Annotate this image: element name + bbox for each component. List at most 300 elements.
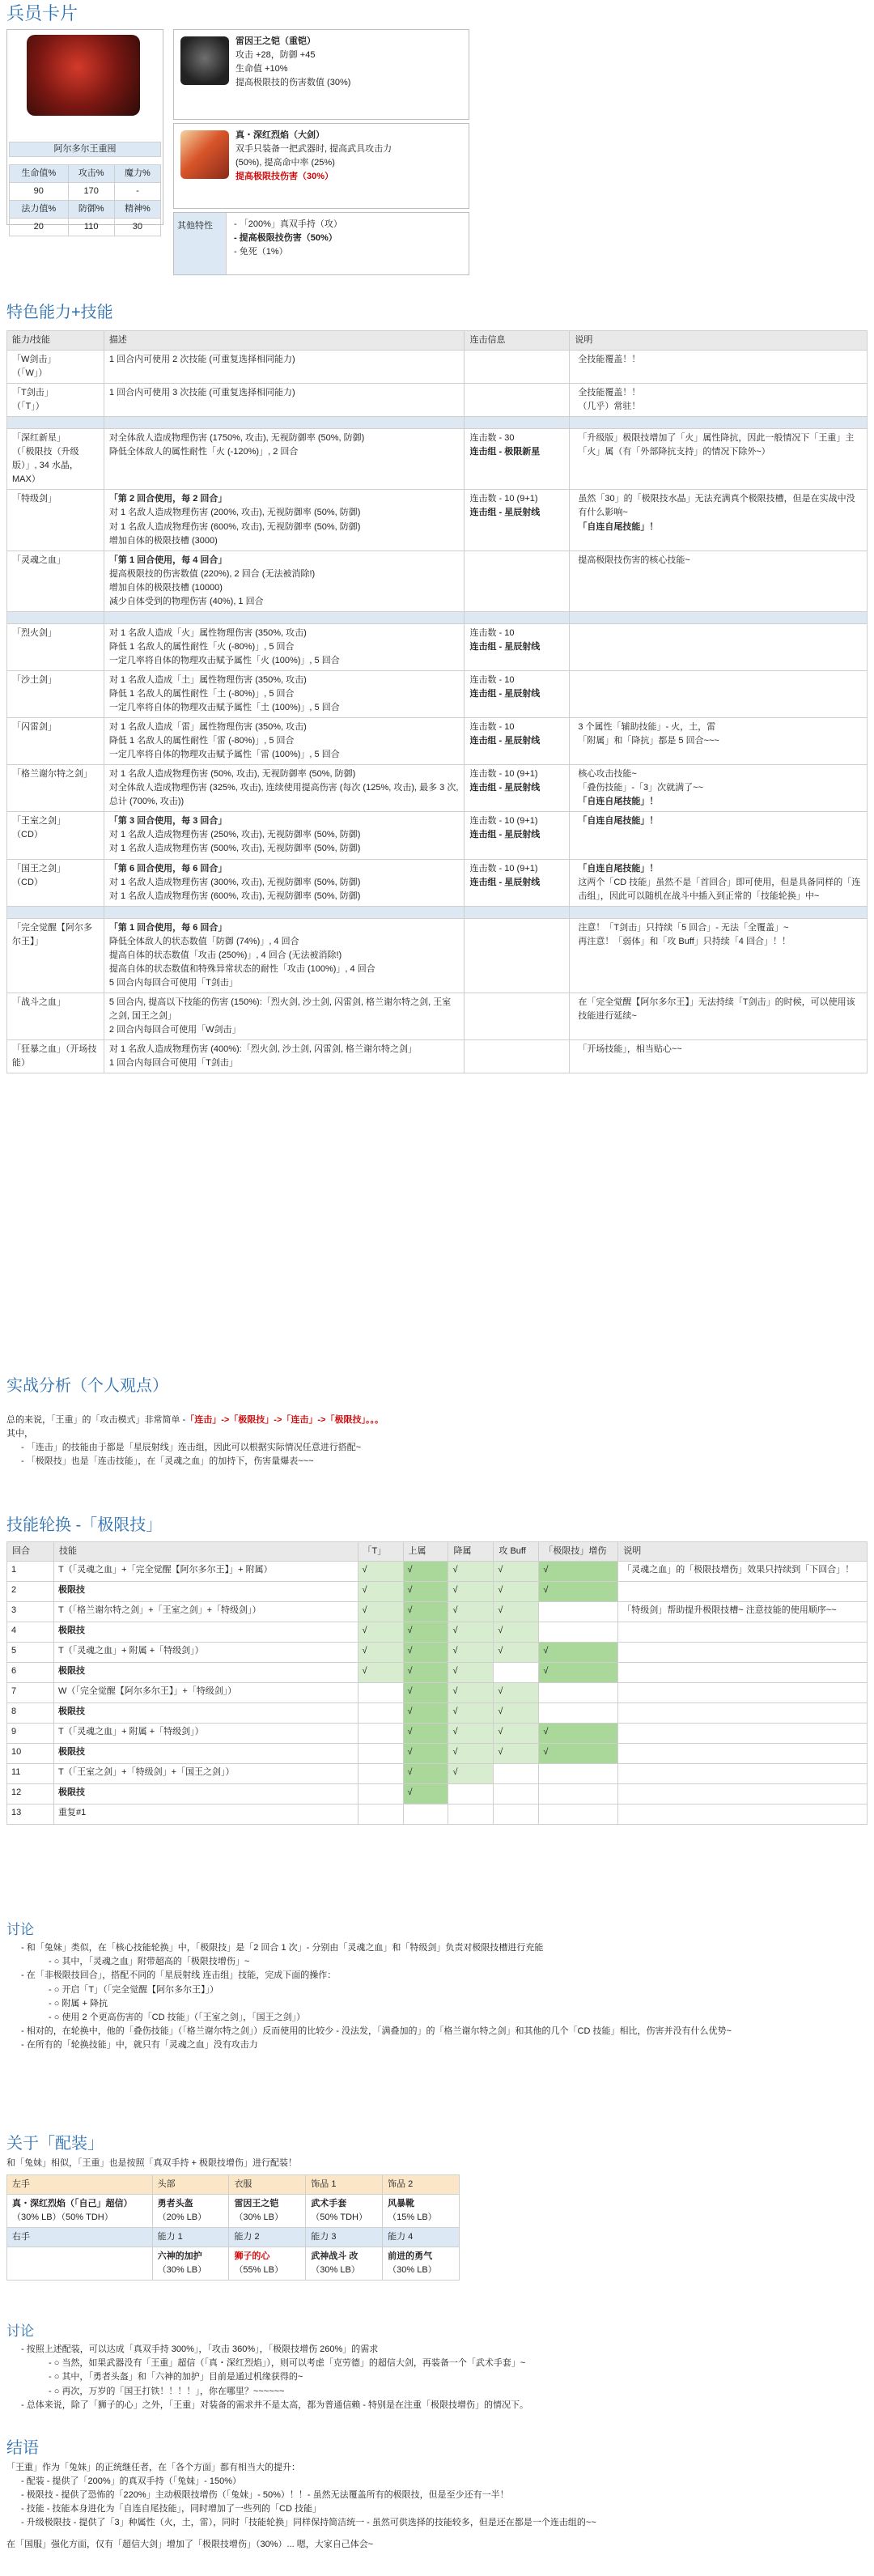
skill-combo: 连击组 - 星辰射线: [469, 877, 541, 887]
skill-name: 「沙土剑」: [12, 674, 57, 685]
rotation-row: [7, 1602, 868, 1622]
skill-desc: 一定几率将自体的物理攻击赋予属性「火 (100%)」, 5 回合: [108, 655, 340, 665]
skill-combo-cell: [465, 718, 570, 765]
skill-desc-cell: [104, 351, 465, 384]
skill-combo: 连击数 - 10 (9+1): [469, 769, 538, 780]
rotation-note: [618, 1703, 868, 1724]
skill-name: 「王室之剑」: [12, 816, 66, 827]
config-slot-label: 饰品 2: [383, 2175, 460, 2195]
skill-note: 这两个「CD 技能」虽然不是「首回合」即可使用，但是具备同样的「连击组」，因此可以随机在战斗中插入到正常的「技能轮换」中~: [578, 877, 861, 901]
stat-value: -: [114, 183, 160, 201]
rotation-turn: 5: [7, 1643, 54, 1663]
analysis-intro-flow: 「连击」->「极限技」->「连击」->「极限技」: [185, 1415, 366, 1425]
skill-desc-cell: [104, 623, 465, 670]
skill-desc: 对 1 名敌人造成物理伤害 (500%, 攻击), 无视防御率 (50%, 防御): [108, 844, 361, 854]
skill-desc: 对全体敌人造成物理伤害 (1750%, 攻击), 无视防御率 (50%, 防御): [108, 433, 365, 444]
skills-section: [6, 303, 868, 322]
rotation-note: [618, 1764, 868, 1784]
skill-name-cell: [7, 1040, 104, 1073]
skill-desc-cell: [104, 670, 465, 717]
skill-row: [7, 859, 868, 906]
equip-armor-line: 提高极限技的伤害数值 (30%): [235, 78, 351, 88]
rotation-mark: √: [403, 1784, 448, 1804]
rotation-row: [7, 1683, 868, 1703]
skill-combo-cell: [465, 550, 570, 611]
config-slot-label: 能力 4: [383, 2228, 460, 2247]
skill-note: （几乎）常驻！: [578, 402, 641, 412]
skill-row: [7, 550, 868, 611]
skill-combo-cell: [465, 765, 570, 812]
rotation-body: [7, 1562, 868, 1825]
skill-name-cell: [7, 490, 104, 550]
skill-note-cell: [570, 859, 868, 906]
rotation-note: [618, 1622, 868, 1643]
equip-sword-name: 真・深红烈焰（大剑）: [235, 130, 325, 140]
discussion2-subitem: - ○ 再次，万岁的「国王打铁！！！！」，你在哪里？~~~~~~: [21, 2385, 868, 2399]
skill-row: [7, 812, 868, 859]
config-item-stat: （20% LB）: [157, 2213, 207, 2223]
rotation-mark: √: [494, 1683, 539, 1703]
skill-combo: 连击数 - 10 (9+1): [469, 863, 538, 874]
rotation-mark: √: [358, 1602, 403, 1622]
skill-desc: 2 回合内每回合可使用「W剑击」: [108, 1024, 241, 1035]
armor-icon: [180, 36, 229, 85]
rotation-mark: [539, 1804, 618, 1825]
skill-name: 「深红新星」: [12, 433, 66, 444]
skill-desc-cell: [104, 859, 465, 906]
config-item-name: 勇者头盔: [157, 2199, 193, 2209]
rotation-mark: [358, 1744, 403, 1764]
rotation-mark: √: [494, 1562, 539, 1582]
rotation-mark: [494, 1804, 539, 1825]
discussion-item: - 相对的，在轮换中，他的「叠伤技能」（「格兰谢尔特之剑」）反而使用的比较少 - 没法发，「满叠加的」的「格兰谢尔特之剑」和其他的几个「CD 技能」相比，伤害并没有什么优势~: [21, 2025, 868, 2038]
other-traits-label: 其他特性: [177, 221, 213, 231]
skill-note: 3 个属性「辅助技能」- 火，土，雷: [578, 722, 716, 733]
skill-combo-cell: [465, 351, 570, 384]
rotation-mark: √: [494, 1582, 539, 1602]
config-slot-value: [7, 2195, 153, 2228]
skill-name-cell: [7, 550, 104, 611]
rotation-table: [6, 1541, 868, 1825]
skill-row: [7, 1040, 868, 1073]
rotation-header: 攻 Buff: [494, 1542, 539, 1562]
rotation-mark: [539, 1622, 618, 1643]
discussion-subitem-text: 开启「T」（「完全觉醒【阿尔多尔王】」）: [62, 1984, 219, 1995]
config-item-stat: （30% LB）: [234, 2213, 283, 2223]
rotation-turn: 10: [7, 1744, 54, 1764]
analysis-bullet: - 「连击」的技能由于都是「星辰射线」连击组，因此可以根据实际情况任意进行搭配~: [21, 1441, 868, 1455]
skill-separator: [7, 906, 868, 918]
other-trait: - 免死（1%）: [234, 245, 464, 259]
skill-desc-cell: [104, 490, 465, 550]
config-item-name: 六神的加护: [157, 2251, 202, 2262]
rotation-mark: √: [539, 1582, 618, 1602]
other-trait: - 提高极限技伤害（50%）: [234, 232, 464, 245]
skill-name: 「特级剑」: [12, 494, 57, 504]
skill-combo: 连击组 - 星辰射线: [469, 688, 541, 699]
rotation-section: [6, 1515, 868, 1535]
skill-combo-cell: [465, 918, 570, 993]
rotation-skill: 极限技: [53, 1663, 358, 1683]
rotation-turn: 4: [7, 1622, 54, 1643]
skill-desc: 对 1 名敌人造成「土」属性物理伤害 (350%, 攻击): [108, 674, 307, 685]
skill-combo: 连击组 - 星辰射线: [469, 830, 541, 840]
config-slot-value: [152, 2247, 229, 2281]
skill-note: 「自连自尾技能」！: [578, 797, 659, 807]
rotation-skill: T（「灵魂之血」+ 附属 +「特级剑」）: [53, 1724, 358, 1744]
discussion2-subitem: - ○ 其中，「勇者头盔」和「六神的加护」目前是通过机缘获得的~: [21, 2370, 868, 2384]
skill-desc-cell: [104, 718, 465, 765]
rotation-mark: √: [403, 1622, 448, 1643]
skill-desc: 提高自体的状态数值「攻击 (250%)」, 4 回合 (无法被消除!): [108, 950, 342, 960]
stat-value: 170: [68, 183, 114, 201]
stat-header: 精神%: [114, 201, 160, 219]
skill-name: （CD）: [12, 830, 43, 840]
rotation-mark: [358, 1724, 403, 1744]
skill-combo-cell: [465, 384, 570, 417]
skill-desc: 对全体敌人造成物理伤害 (325%, 攻击), 连续使用提高伤害 (每次 (125%, 攻击), 最多 3 次, 总计 (700%, 攻击)): [108, 783, 459, 807]
rotation-mark: [358, 1703, 403, 1724]
skill-desc: 一定几率将自体的物理攻击赋予属性「土 (100%)」, 5 回合: [108, 703, 340, 713]
rotation-skill: 极限技: [53, 1622, 358, 1643]
config-slot-label: 能力 3: [306, 2228, 383, 2247]
config-item-name: 真・深红烈焰（「自己」超信）: [12, 2199, 133, 2209]
rotation-turn: 9: [7, 1724, 54, 1744]
config-item-stat: （15% LB）: [388, 2213, 437, 2223]
conclusion-item: - 极限技 - 提供了恐怖的「220%」主动极限技增伤（「兔妹」- 50%）！！- 虽然无法覆盖所有的极限技，但是至少还有一半！: [21, 2489, 868, 2502]
rotation-mark: [539, 1602, 618, 1622]
skill-desc: 减少自体受到的物理伤害 (40%), 1 回合: [108, 596, 264, 606]
skill-desc: 对 1 名敌人造成物理伤害 (600%, 攻击), 无视防御率 (50%, 防御): [108, 521, 361, 532]
rotation-mark: [494, 1784, 539, 1804]
skill-name: 「国王之剑」: [12, 863, 66, 874]
skill-name-cell: [7, 351, 104, 384]
rotation-row: [7, 1784, 868, 1804]
rotation-skill: T（「灵魂之血」+「完全觉醒【阿尔多尔王】」+ 附属）: [53, 1562, 358, 1582]
analysis-intro-b: 其中，: [6, 1429, 33, 1439]
analysis-title: 实战分析（个人观点）: [6, 1377, 168, 1395]
equip-sword-line: (50%), 提高命中率 (25%): [235, 158, 335, 168]
config-item-stat: （55% LB）: [234, 2265, 283, 2276]
discussion-subitem: - ○ 其中，「灵魂之血」附带超高的「极限技增伤」~: [21, 1955, 868, 1969]
skill-name-cell: [7, 993, 104, 1039]
skill-desc: 提高自体的状态数值和特殊异常状态的耐性「攻击 (100%)」, 4 回合: [108, 963, 375, 974]
conclusion-title: 结语: [6, 2439, 39, 2457]
skill-note-cell: [570, 765, 868, 812]
skill-note: 「自连自尾技能」！: [578, 521, 659, 532]
rotation-note: [618, 1663, 868, 1683]
skill-desc-cell: [104, 384, 465, 417]
skill-note: 「自连自尾技能」！: [578, 816, 659, 827]
rotation-mark: √: [403, 1602, 448, 1622]
skill-combo: 连击数 - 10: [469, 722, 515, 733]
skill-combo: 连击数 - 10: [469, 674, 515, 685]
rotation-row: [7, 1582, 868, 1602]
config-slot-label: 能力 1: [152, 2228, 229, 2247]
rotation-note: [618, 1582, 868, 1602]
config-slot-label: 饰品 1: [306, 2175, 383, 2195]
conclusion-item: - 配装 - 提供了「200%」的真双手持（「兔妹」- 150%）: [21, 2475, 868, 2489]
rotation-mark: √: [403, 1683, 448, 1703]
config-section: [6, 2134, 868, 2170]
skill-desc-cell: [104, 918, 465, 993]
rotation-header: 「T」: [358, 1542, 403, 1562]
skills-body: [7, 351, 868, 1073]
config-slot-value: [229, 2247, 306, 2281]
skill-note: 「叠伤技能」-「3」次就满了~~: [578, 783, 703, 793]
rotation-skill: 极限技: [53, 1784, 358, 1804]
rotation-mark: √: [494, 1724, 539, 1744]
rotation-mark: [539, 1784, 618, 1804]
skill-note: 虽然「30」的「极限技水晶」无法充满真个极限技槽，但是在实战中没有什么影响~: [578, 494, 855, 518]
conclusion-item: - 技能 - 技能本身进化为「自连自尾技能」，同时增加了一些列的「CD 技能」: [21, 2502, 868, 2516]
skill-desc-cell: [104, 765, 465, 812]
skill-note: 「自连自尾技能」！: [578, 863, 659, 874]
rotation-note: [618, 1643, 868, 1663]
rotation-turn: 13: [7, 1804, 54, 1825]
skill-name: （「W」）: [12, 368, 48, 379]
skill-combo-cell: [465, 993, 570, 1039]
unit-portrait-box: [6, 29, 163, 232]
config-item-stat: （30% LB）: [157, 2265, 207, 2276]
rotation-mark: [448, 1804, 494, 1825]
rotation-note: 「灵魂之血」的「极限技增伤」效果只持续到「下回合」！: [618, 1562, 868, 1582]
rotation-mark: √: [539, 1724, 618, 1744]
discussion-item: - 在「非极限技回合」，搭配不同的「星辰射线 连击组」技能，完成下面的操作：: [21, 1969, 868, 1983]
rotation-mark: √: [448, 1683, 494, 1703]
rotation-mark: [403, 1804, 448, 1825]
skill-name: 「狂暴之血」（开场技能）: [12, 1044, 97, 1069]
skill-desc: 「第 2 回合使用，每 2 回合」: [108, 494, 227, 504]
skill-desc: 5 回合内每回合可使用「T剑击」: [108, 977, 238, 988]
skill-row: [7, 993, 868, 1039]
skills-header: 说明: [570, 331, 868, 351]
discussion-subitem: - ○ 附属 + 降抗: [21, 1997, 868, 2011]
conclusion-section: [6, 2438, 868, 2552]
unit-stats-table: [9, 164, 161, 236]
skill-row: [7, 384, 868, 417]
rotation-row: [7, 1804, 868, 1825]
stat-header: 攻击%: [68, 165, 114, 183]
skill-note: 注意！「T剑击」只持续「5 回合」- 无法「全覆盖」~: [578, 922, 789, 933]
rotation-mark: [494, 1764, 539, 1784]
skill-name-cell: [7, 623, 104, 670]
rotation-mark: √: [403, 1703, 448, 1724]
unit-card-section: [6, 3, 868, 24]
config-slot-label: 头部: [152, 2175, 229, 2195]
rotation-mark: √: [448, 1663, 494, 1683]
rotation-mark: √: [358, 1643, 403, 1663]
skill-name: （CD）: [12, 877, 43, 887]
skill-note: 再注意！「弱体」和「攻 Buff」只持续「4 回合」！！: [578, 936, 791, 946]
skill-desc: 降低全体敌人的属性耐性「火 (-120%)」, 2 回合: [108, 447, 299, 457]
skill-desc: 对 1 名敌人造成物理伤害 (250%, 攻击), 无视防御率 (50%, 防御): [108, 830, 361, 840]
stat-header: 法力值%: [10, 201, 69, 219]
config-value-row: [7, 2247, 460, 2281]
skills-header: 描述: [104, 331, 465, 351]
skills-header: 连击信息: [465, 331, 570, 351]
skill-note: 全技能覆盖！！: [578, 355, 641, 365]
rotation-row: [7, 1724, 868, 1744]
config-header-row: [7, 2228, 460, 2247]
stat-header: 防御%: [68, 201, 114, 219]
discussion2-title: 讨论: [6, 2323, 34, 2339]
skill-combo-cell: [465, 429, 570, 490]
skill-note-cell: [570, 384, 868, 417]
skill-note-cell: [570, 918, 868, 993]
rotation-mark: √: [539, 1744, 618, 1764]
rotation-skill: 极限技: [53, 1582, 358, 1602]
config-slot-value: [383, 2195, 460, 2228]
rotation-header: 技能: [53, 1542, 358, 1562]
rotation-mark: √: [448, 1764, 494, 1784]
skill-row: [7, 490, 868, 550]
rotation-mark: √: [448, 1562, 494, 1582]
rotation-mark: [539, 1764, 618, 1784]
discussion2-section: [6, 2323, 868, 2412]
skill-combo: 连击数 - 10: [469, 627, 515, 638]
config-header-row: [7, 2175, 460, 2195]
discussion-section: [6, 1922, 868, 2052]
rotation-mark: √: [448, 1744, 494, 1764]
skill-name: 「格兰谢尔特之剑」: [12, 769, 92, 780]
skill-row: [7, 718, 868, 765]
rotation-mark: [539, 1703, 618, 1724]
equip-sword-line: 双手只装备一把武器时, 提高武具攻击力: [235, 144, 392, 155]
rotation-mark: √: [448, 1622, 494, 1643]
skill-name-cell: [7, 812, 104, 859]
rotation-mark: √: [358, 1562, 403, 1582]
other-trait: - 「200%」真双手持（攻）: [234, 218, 464, 232]
skill-name-cell: [7, 670, 104, 717]
rotation-mark: √: [448, 1582, 494, 1602]
rotation-mark: [539, 1683, 618, 1703]
analysis-intro: [6, 1413, 868, 1427]
skill-note-cell: [570, 429, 868, 490]
rotation-mark: √: [539, 1643, 618, 1663]
skill-desc: 对 1 名敌人造成物理伤害 (400%):「烈火剑, 沙土剑, 闪雷剑, 格兰谢尔特之剑」: [108, 1044, 418, 1055]
skill-note: 「升级版」极限技增加了「火」属性降抗，因此一般情况下「王重」主「火」属（有「外部降抗支持」的情况下除外~）: [578, 433, 855, 457]
config-item-stat: （30% LB）: [388, 2265, 437, 2276]
rotation-mark: √: [403, 1562, 448, 1582]
discussion2-subitem: - ○ 当然，如果武器没有「王重」超信（「真・深红烈焰」），则可以考虑「克劳德」的超信大剑，再装备一个「武术手套」~: [21, 2357, 868, 2370]
skill-note-cell: [570, 351, 868, 384]
skill-desc: 「第 3 回合使用，每 3 回合」: [108, 816, 227, 827]
equip-armor-box: [173, 29, 469, 120]
rotation-skill: 极限技: [53, 1744, 358, 1764]
skill-desc: 一定几率将自体的物理攻击赋予属性「雷 (100%)」, 5 回合: [108, 750, 340, 760]
rotation-skill: T（「王室之剑」+「特级剑」+「国王之剑」）: [53, 1764, 358, 1784]
skill-note-cell: [570, 812, 868, 859]
rotation-mark: √: [448, 1602, 494, 1622]
skill-name: 「完全觉醒【阿尔多尔王】」: [12, 922, 92, 946]
rotation-turn: 12: [7, 1784, 54, 1804]
rotation-mark: √: [403, 1744, 448, 1764]
discussion-title: 讨论: [6, 1922, 34, 1937]
skill-name-cell: [7, 384, 104, 417]
rotation-mark: [448, 1784, 494, 1804]
rotation-row: [7, 1663, 868, 1683]
skill-desc: 「第 6 回合使用，每 6 回合」: [108, 863, 227, 874]
discussion-item: - 在所有的「轮换技能」中，就只有「灵魂之血」没有攻击力: [21, 2038, 868, 2052]
analysis-bullet: - 「极限技」也是「连击技能」，在「灵魂之血」的加持下，伤害量爆表~~~: [21, 1455, 868, 1469]
discussion2-subitem-text: 当然，如果武器没有「王重」超信（「真・深红烈焰」），则可以考虑「克劳德」的超信大剑，再装备一个「武术手套」~: [62, 2358, 526, 2369]
equip-armor-name: 雷因王之铠（重铠）: [235, 36, 316, 46]
skill-desc-cell: [104, 1040, 465, 1073]
config-slot-value: [306, 2195, 383, 2228]
config-slot-value: [383, 2247, 460, 2281]
skill-name-cell: [7, 918, 104, 993]
config-slot-value: [152, 2195, 229, 2228]
config-title: 关于「配装」: [6, 2135, 104, 2153]
rotation-mark: [494, 1663, 539, 1683]
skill-desc: 提高极限技的伤害数值 (220%), 2 回合 (无法被消除!): [108, 568, 316, 579]
config-item-stat: （50% TDH）: [311, 2213, 367, 2223]
rotation-header: 上属: [403, 1542, 448, 1562]
rotation-mark: [358, 1683, 403, 1703]
rotation-mark: √: [494, 1703, 539, 1724]
config-slot-label: 左手: [7, 2175, 153, 2195]
skill-combo: 连击数 - 10 (9+1): [469, 494, 538, 504]
skill-note: 「附属」和「降抗」都是 5 回合~~~: [578, 736, 719, 746]
skill-note-cell: [570, 490, 868, 550]
skill-name-cell: [7, 765, 104, 812]
skill-note-cell: [570, 623, 868, 670]
rotation-mark: √: [403, 1643, 448, 1663]
skills-table: [6, 330, 868, 1073]
config-slot-value: [7, 2247, 153, 2281]
config-item-name: 武神战斗 改: [311, 2251, 359, 2262]
rotation-mark: √: [494, 1622, 539, 1643]
rotation-title: 技能轮换 -「极限技」: [6, 1516, 163, 1534]
skill-name-cell: [7, 429, 104, 490]
rotation-note: 「特级剑」帮助提升极限技槽~ 注意技能的使用顺序~~: [618, 1602, 868, 1622]
equip-armor-line: 攻击 +28，防御 +45: [235, 50, 316, 61]
rotation-row: [7, 1703, 868, 1724]
skill-name: 「灵魂之血」: [12, 555, 66, 565]
skill-desc-cell: [104, 812, 465, 859]
config-slot-label: 能力 2: [229, 2228, 306, 2247]
config-table: [6, 2174, 460, 2281]
rotation-row: [7, 1744, 868, 1764]
skill-note-cell: [570, 1040, 868, 1073]
skill-desc: 对 1 名敌人造成物理伤害 (600%, 攻击), 无视防御率 (50%, 防御): [108, 891, 361, 901]
config-item-stat: （30% LB）: [311, 2265, 360, 2276]
discussion2-item: - 总体来说，除了「狮子的心」之外，「王重」对装备的需求并不是太高，都为普通信赖 - 特别是在注重「极限技增伤」的情况下。: [21, 2399, 868, 2412]
rotation-mark: [358, 1784, 403, 1804]
skill-combo: 连击组 - 极限新星: [469, 447, 541, 457]
skills-title: 特色能力+技能: [6, 304, 113, 321]
rotation-mark: √: [403, 1663, 448, 1683]
discussion-subitem-text: 使用 2 个更高伤害的「CD 技能」（「王室之剑」，「国王之剑」）: [62, 2012, 306, 2022]
skill-name: （「极限技（升级版）」, 34 水晶，MAX）: [12, 447, 79, 485]
skill-desc: 对 1 名敌人造成物理伤害 (50%, 攻击), 无视防御率 (50%, 防御): [108, 769, 356, 780]
skill-separator: [7, 417, 868, 429]
skill-desc: 增加自体的极限技槽 (10000): [108, 582, 223, 593]
conclusion-item: - 升级极限技 - 提供了「3」种属性（火，土，雷），同时「技能轮换」同样保持简洁统一 - 虽然可供选择的技能较多，但是还在都是一个连击组的~~: [21, 2516, 868, 2530]
config-item-name: 雷因王之铠: [234, 2199, 279, 2209]
rotation-mark: √: [539, 1663, 618, 1683]
rotation-row: [7, 1643, 868, 1663]
unit-name: 阿尔多尔王重囤: [9, 142, 161, 157]
skill-desc-cell: [104, 429, 465, 490]
rotation-skill: 极限技: [53, 1703, 358, 1724]
skill-desc: 「第 1 回合使用，每 4 回合」: [108, 555, 227, 565]
skill-desc: 降低 1 名敌人的属性耐性「雷 (-80%)」, 5 回合: [108, 736, 295, 746]
skill-combo-cell: [465, 490, 570, 550]
skill-name: 「战斗之血」: [12, 997, 66, 1007]
skill-combo: 连击组 - 星辰射线: [469, 736, 541, 746]
